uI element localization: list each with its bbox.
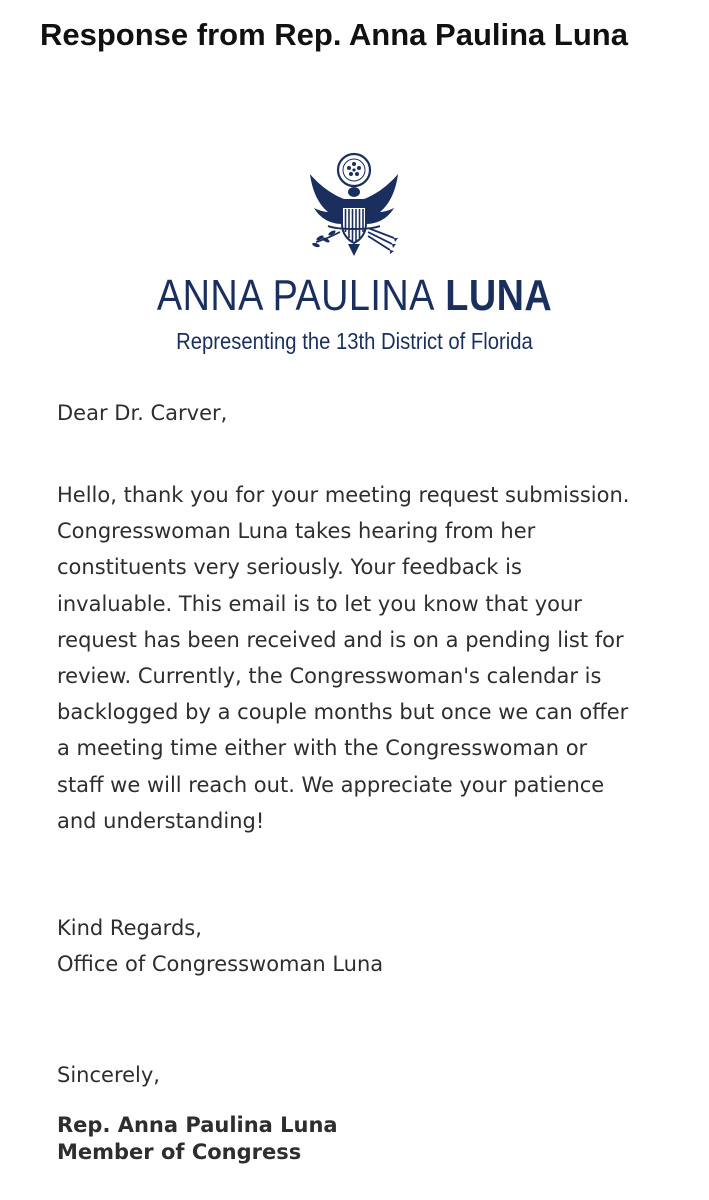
closing-office: Office of Congresswoman Luna	[57, 952, 384, 977]
great-seal-eagle-icon	[298, 150, 410, 260]
email-signature	[57, 1112, 338, 1166]
email-greeting: Dear Dr. Carver,	[57, 401, 228, 425]
letterhead-name-first: ANNA PAULINA	[156, 271, 435, 320]
signature-title: Member of Congress	[57, 1140, 302, 1164]
closing-regards: Kind Regards,	[57, 916, 202, 940]
email-message: Hello, thank you for your meeting request submission. Congresswoman Luna takes hearing from her constituents very seriously. Your feedback is invaluable. This email is to let you know that your request has been received and is on a pending list for review. Currently, the Congresswoman's calendar is backlogged by a couple months but once we can offer a meeting time either with the Congresswoman or staff we will reach out. We appreciate your patience and understanding!	[57, 483, 630, 833]
email-subject: Response from Rep. Anna Paulina Luna	[40, 17, 628, 52]
letterhead-name	[50, 270, 660, 322]
email-signoff: Sincerely,	[57, 1063, 160, 1087]
letterhead-tagline: Representing the 13th District of Florida	[176, 328, 533, 354]
signature-name: Rep. Anna Paulina Luna	[57, 1113, 338, 1137]
email-closing	[57, 910, 637, 982]
letterhead-name-last: LUNA	[445, 271, 553, 320]
